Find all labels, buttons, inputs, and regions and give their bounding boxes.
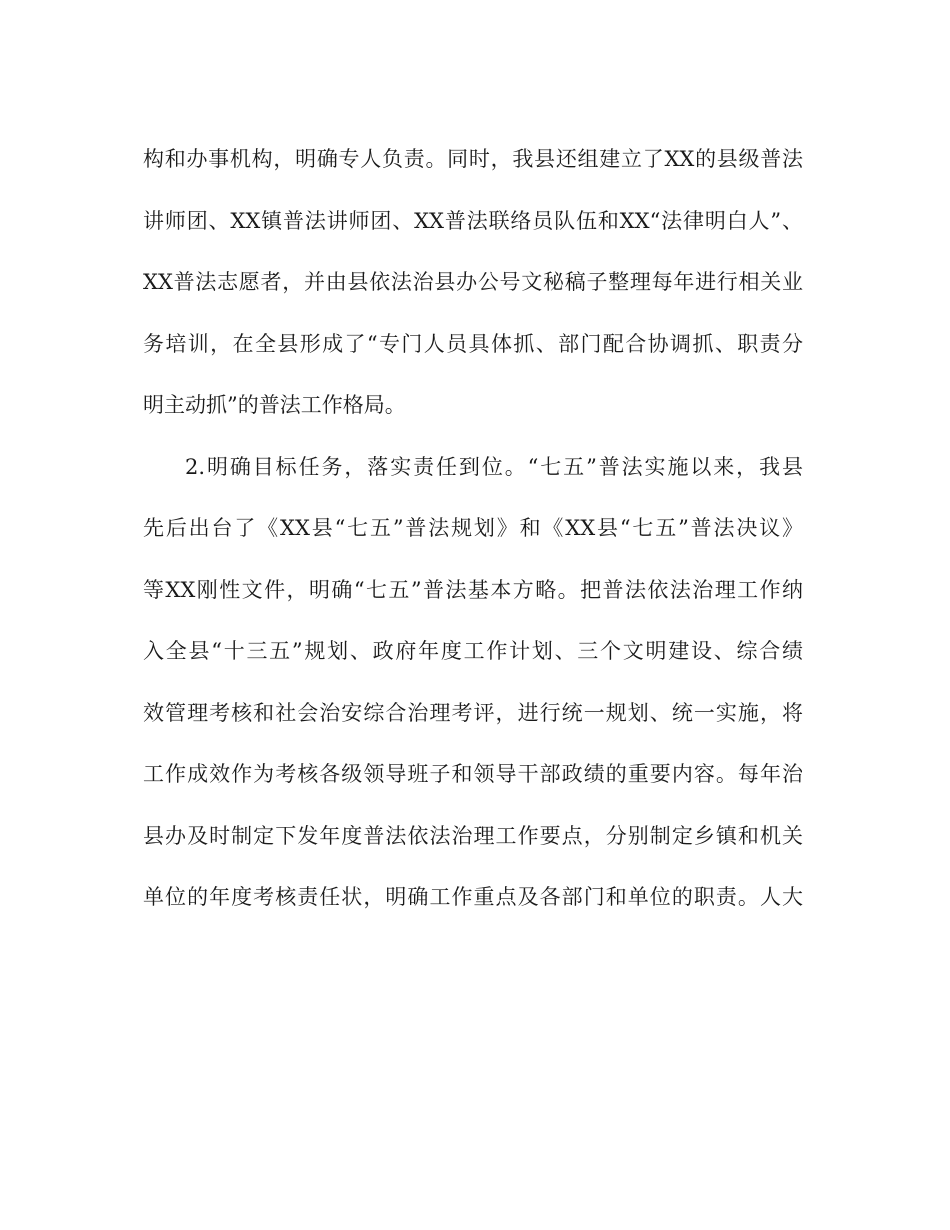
document-body [143,138,803,938]
text-line: 明主动抓”的普法工作格局。 [143,393,406,417]
text-line: 构和办事机构，明确专人负责。同时，我县还组建立了XX的县级普法 [143,147,803,171]
text-line: 入全县“十三五”规划、政府年度工作计划、三个文明建设、综合绩 [143,639,803,663]
text-line: 效管理考核和社会治安综合治理考评，进行统一规划、统一实施，将 [143,700,803,725]
text-line: 县办及时制定下发年度普法依法治理工作要点，分别制定乡镇和机关 [143,823,803,848]
paragraph-2 [143,446,803,938]
text-line: 2.明确目标任务，落实责任到位。“七五”普法实施以来，我县 [185,454,803,479]
text-line: 工作成效作为考核各级领导班子和领导干部政绩的重要内容。每年治 [143,762,803,786]
paragraph-1 [143,138,803,446]
text-line: 讲师团、XX镇普法讲师团、XX普法联络员队伍和XX“法律明白人”、 [143,208,803,233]
text-line: XX普法志愿者，并由县依法治县办公号文秘稿子整理每年进行相关业 [143,270,803,294]
text-line: 等XX刚性文件，明确“七五”普法基本方略。把普法依法治理工作纳 [143,577,803,602]
text-line: 单位的年度考核责任状，明确工作重点及各部门和单位的职责。人大 [143,885,803,909]
text-line: 务培训，在全县形成了“专门人员具体抓、部门配合协调抓、职责分 [143,331,803,356]
text-line: 先后出台了《XX县“七五”普法规划》和《XX县“七五”普法决议》 [143,516,803,540]
